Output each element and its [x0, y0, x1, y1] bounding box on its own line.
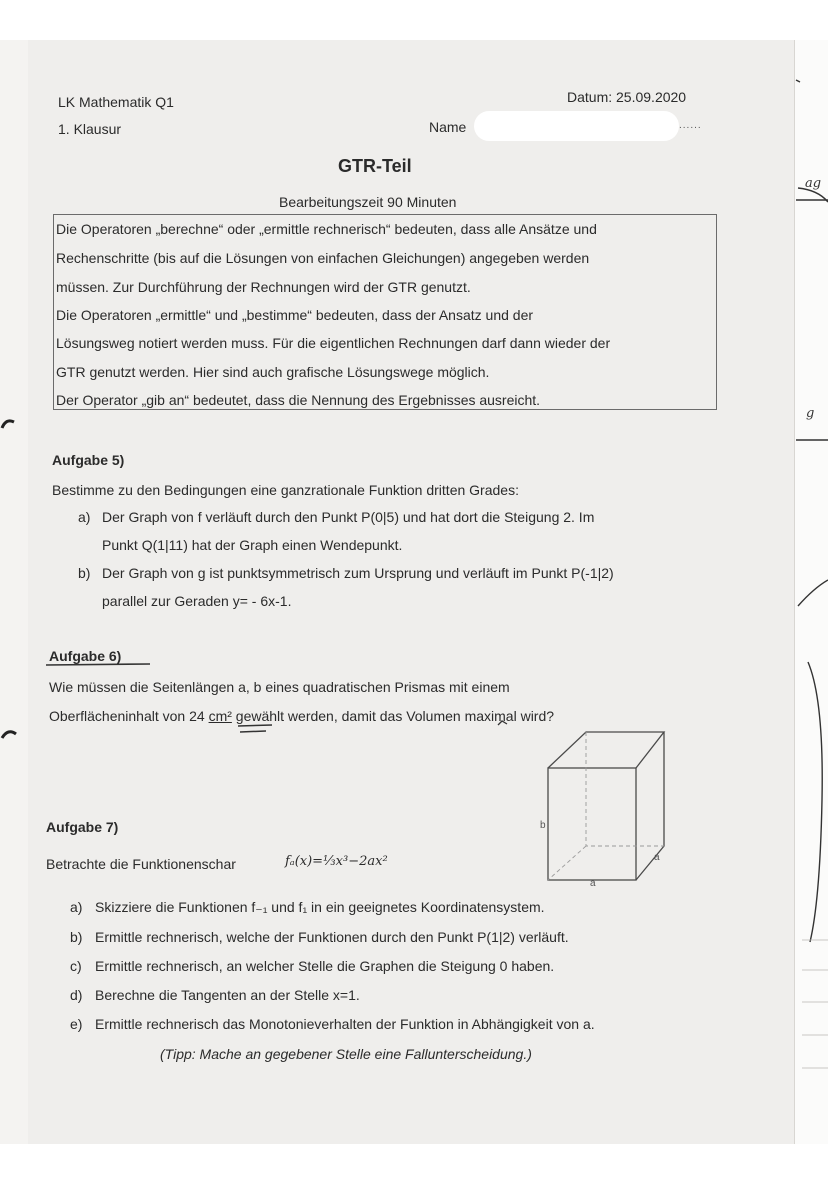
task6-text: Wie müssen die Seitenlängen a, b eines quadratischen Prismas mit einem	[49, 679, 510, 695]
task5-item-text: parallel zur Geraden y= - 6x-1.	[102, 593, 292, 609]
course-label: LK Mathematik Q1	[58, 94, 174, 110]
handwritten-tick	[496, 718, 510, 730]
task5-item-text: Der Graph von g ist punktsymmetrisch zum Ursprung und verläuft im Punkt P(-1|2)	[102, 565, 614, 581]
exam-label: 1. Klausur	[58, 121, 122, 137]
info-line: Lösungsweg notiert werden muss. Für die eigentlichen Rechnungen darf dann wieder der	[56, 335, 611, 351]
unit-handwritten-underline	[236, 722, 280, 736]
task7-item-label: c)	[70, 958, 82, 974]
name-redaction	[474, 111, 679, 141]
name-line-dots: ......	[679, 120, 702, 131]
info-line: Die Operatoren „ermittle“ und „bestimme“ bedeuten, dass der Ansatz und der	[56, 307, 534, 323]
info-line: Rechenschritte (bis auf die Lösungen von einfachen Gleichungen) angegeben werden	[56, 250, 590, 266]
task5-intro: Bestimme zu den Bedingungen eine ganzrationale Funktion dritten Grades:	[52, 482, 519, 498]
date-label: Datum: 25.09.2020	[567, 89, 687, 105]
info-line: müssen. Zur Durchführung der Rechnungen wird der GTR genutzt.	[56, 279, 471, 295]
task7-item-text: Ermittle rechnerisch das Monotonieverhalten der Funktion in Abhängigkeit von a.	[95, 1016, 595, 1032]
task5-heading: Aufgabe 5)	[52, 452, 125, 468]
task7-item-text: Ermittle rechnerisch, welche der Funktionen durch den Punkt P(1|2) verläuft.	[95, 929, 569, 945]
handwritten-note: g	[806, 406, 815, 421]
task7-item-label: a)	[70, 899, 83, 915]
info-line: Der Operator „gib an“ bedeutet, dass die Nennung des Ergebnisses ausreicht.	[56, 392, 541, 408]
task5-item-label: a)	[78, 509, 91, 525]
task6-underline-mark	[44, 662, 154, 668]
name-label: Name	[429, 119, 467, 135]
task5-item-label: b)	[78, 565, 91, 581]
photo-backdrop-bottom	[0, 1144, 828, 1184]
neighbouring-page-scribbles	[794, 40, 828, 1144]
prism-label-a-width: a	[590, 878, 596, 889]
binder-ring-marks	[0, 412, 28, 752]
section-title: GTR-Teil	[338, 156, 412, 176]
prism-figure	[530, 728, 670, 890]
task6-text-suffix: gewählt werden, damit das Volumen maximal wird?	[235, 708, 555, 724]
task6-heading: Aufgabe 6)	[49, 648, 122, 664]
task7-heading: Aufgabe 7)	[46, 819, 119, 835]
task7-item-text: Ermittle rechnerisch, an welcher Stelle die Graphen die Steigung 0 haben.	[95, 958, 555, 974]
task5-item-text: Punkt Q(1|11) hat der Graph einen Wendepunkt.	[102, 537, 403, 553]
photo-backdrop-top	[0, 0, 828, 40]
task5-item-text: Der Graph von f verläuft durch den Punkt P(0|5) und hat dort die Steigung 2. Im	[102, 509, 595, 525]
task7-item-text: Skizziere die Funktionen f₋₁ und f₁ in ein geeignetes Koordinatensystem.	[95, 899, 545, 915]
task7-item-label: b)	[70, 929, 83, 945]
info-line: GTR genutzt werden. Hier sind auch grafische Lösungswege möglich.	[56, 364, 490, 380]
prism-label-a-depth: a	[654, 852, 660, 863]
task7-tip: (Tipp: Mache an gegebener Stelle eine Fallunterscheidung.)	[160, 1046, 532, 1062]
task6-text	[49, 707, 554, 725]
task7-formula: fₐ(x)=⅓x³−2ax²	[285, 854, 388, 869]
task6-text-prefix: Oberflächeninhalt von 24	[49, 708, 205, 724]
prism-label-b: b	[540, 820, 546, 831]
task6-unit: cm²	[208, 708, 232, 724]
task7-item-label: e)	[70, 1016, 83, 1032]
task7-intro: Betrachte die Funktionenschar	[46, 856, 236, 872]
task7-item-label: d)	[70, 987, 83, 1003]
duration-label: Bearbeitungszeit 90 Minuten	[279, 194, 457, 210]
handwritten-note: ag	[805, 176, 822, 191]
task7-item-text: Berechne die Tangenten an der Stelle x=1.	[95, 987, 360, 1003]
info-line: Die Operatoren „berechne“ oder „ermittle rechnerisch“ bedeuten, dass alle Ansätze und	[56, 221, 597, 237]
